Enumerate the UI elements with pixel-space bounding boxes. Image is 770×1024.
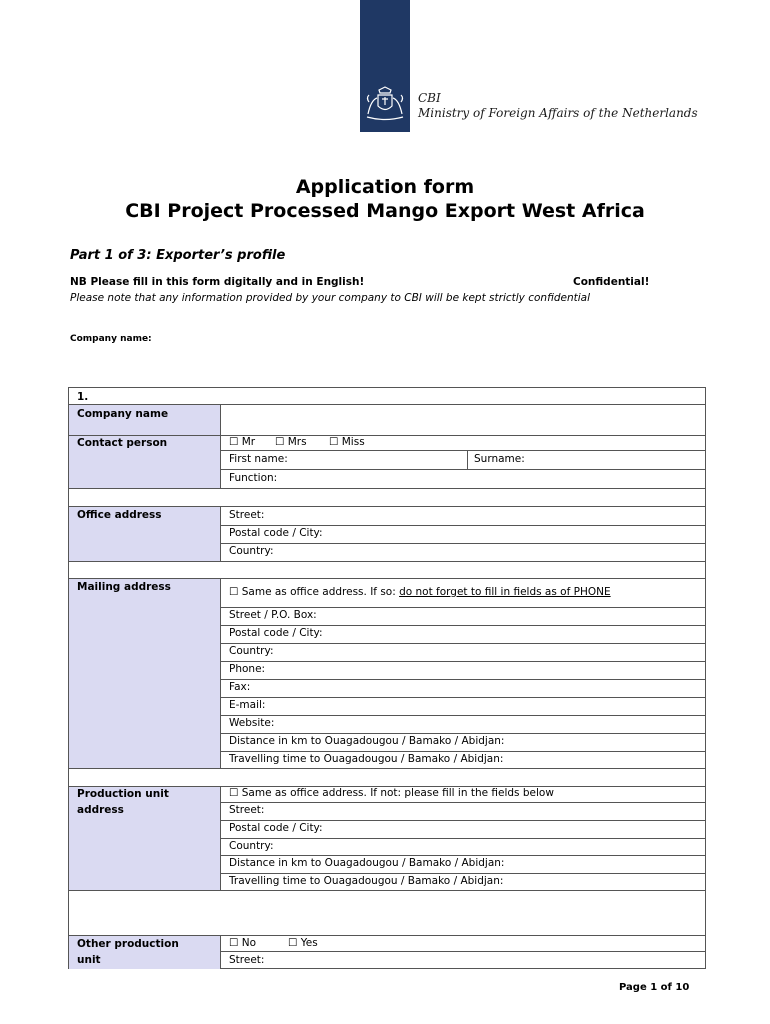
mailing-address-label: Mailing address: [77, 581, 171, 593]
other-production-yes-checkbox[interactable]: ☐ Yes: [288, 937, 318, 949]
production-unit-label: [77, 786, 169, 818]
title-miss-checkbox[interactable]: ☐ Miss: [329, 436, 365, 448]
mailing-distance-field[interactable]: Distance in km to Ouagadougou / Bamako / Abidjan:: [229, 735, 505, 747]
other-production-no-checkbox[interactable]: ☐ No: [229, 937, 257, 949]
production-street-field[interactable]: Street:: [229, 804, 265, 816]
production-unit-label-line2: address: [77, 804, 124, 816]
mailing-street-field[interactable]: Street / P.O. Box:: [229, 609, 317, 621]
phone-field[interactable]: Phone:: [229, 663, 266, 675]
part-heading: Part 1 of 3: Exporter’s profile: [70, 248, 286, 263]
mailing-country-field[interactable]: Country:: [229, 645, 274, 657]
company-name-header-label: Company name:: [70, 334, 152, 344]
function-field[interactable]: Function:: [229, 472, 278, 484]
production-same-as-office-checkbox[interactable]: ☐ Same as office address. If not: please fill in the fields below: [229, 787, 554, 799]
form-subtitle: CBI Project Processed Mango Export West Africa: [125, 200, 645, 222]
office-country-field[interactable]: Country:: [229, 545, 274, 557]
title-mrs-checkbox[interactable]: ☐ Mrs: [275, 436, 307, 448]
other-production-label-line1: Other production: [77, 938, 179, 950]
production-country-field[interactable]: Country:: [229, 840, 274, 852]
confidential-label: Confidential!: [573, 276, 650, 288]
contact-person-label: Contact person: [77, 437, 168, 449]
office-street-field[interactable]: Street:: [229, 509, 265, 521]
mailing-same-as-office-checkbox[interactable]: [229, 586, 611, 598]
page-number: Page 1 of 10: [619, 982, 690, 993]
fax-field[interactable]: Fax:: [229, 681, 251, 693]
production-distance-field[interactable]: Distance in km to Ouagadougou / Bamako / Abidjan:: [229, 857, 505, 869]
org-abbrev: CBI: [418, 91, 441, 105]
nb-instruction: NB Please fill in this form digitally and in English!: [70, 276, 365, 288]
email-field[interactable]: E-mail:: [229, 699, 266, 711]
exporter-profile-table: [68, 387, 706, 969]
other-production-label: [77, 936, 179, 968]
org-name: Ministry of Foreign Affairs of the Netherlands: [418, 106, 698, 120]
logo-banner: [360, 0, 410, 132]
first-name-field[interactable]: First name:: [229, 453, 288, 465]
section-number: 1.: [77, 391, 89, 403]
production-postal-field[interactable]: Postal code / City:: [229, 822, 323, 834]
office-postal-field[interactable]: Postal code / City:: [229, 527, 323, 539]
form-title: Application form: [295, 176, 475, 198]
other-production-label-line2: unit: [77, 954, 101, 966]
company-name-field[interactable]: [221, 405, 703, 434]
title-mr-checkbox[interactable]: ☐ Mr: [229, 436, 256, 448]
ministry-logotype: [418, 91, 698, 121]
mailing-same-text: ☐ Same as office address. If so:: [229, 586, 400, 598]
office-address-label: Office address: [77, 509, 162, 521]
mailing-travel-time-field[interactable]: Travelling time to Ouagadougou / Bamako / Abidjan:: [229, 753, 504, 765]
other-production-street-field[interactable]: Street:: [229, 954, 265, 966]
label-cell-bg: [69, 578, 220, 768]
mailing-same-underlined: do not forget to fill in fields as of PHONE: [399, 586, 611, 598]
production-unit-label-line1: Production unit: [77, 788, 169, 800]
production-travel-time-field[interactable]: Travelling time to Ouagadougou / Bamako / Abidjan:: [229, 875, 504, 887]
mailing-postal-field[interactable]: Postal code / City:: [229, 627, 323, 639]
confidentiality-note: Please note that any information provided by your company to CBI will be kept strictly confidential: [70, 292, 591, 304]
company-name-label: Company name: [77, 408, 169, 420]
surname-field[interactable]: Surname:: [474, 453, 525, 465]
website-field[interactable]: Website:: [229, 717, 275, 729]
coat-of-arms-icon: [363, 86, 407, 122]
